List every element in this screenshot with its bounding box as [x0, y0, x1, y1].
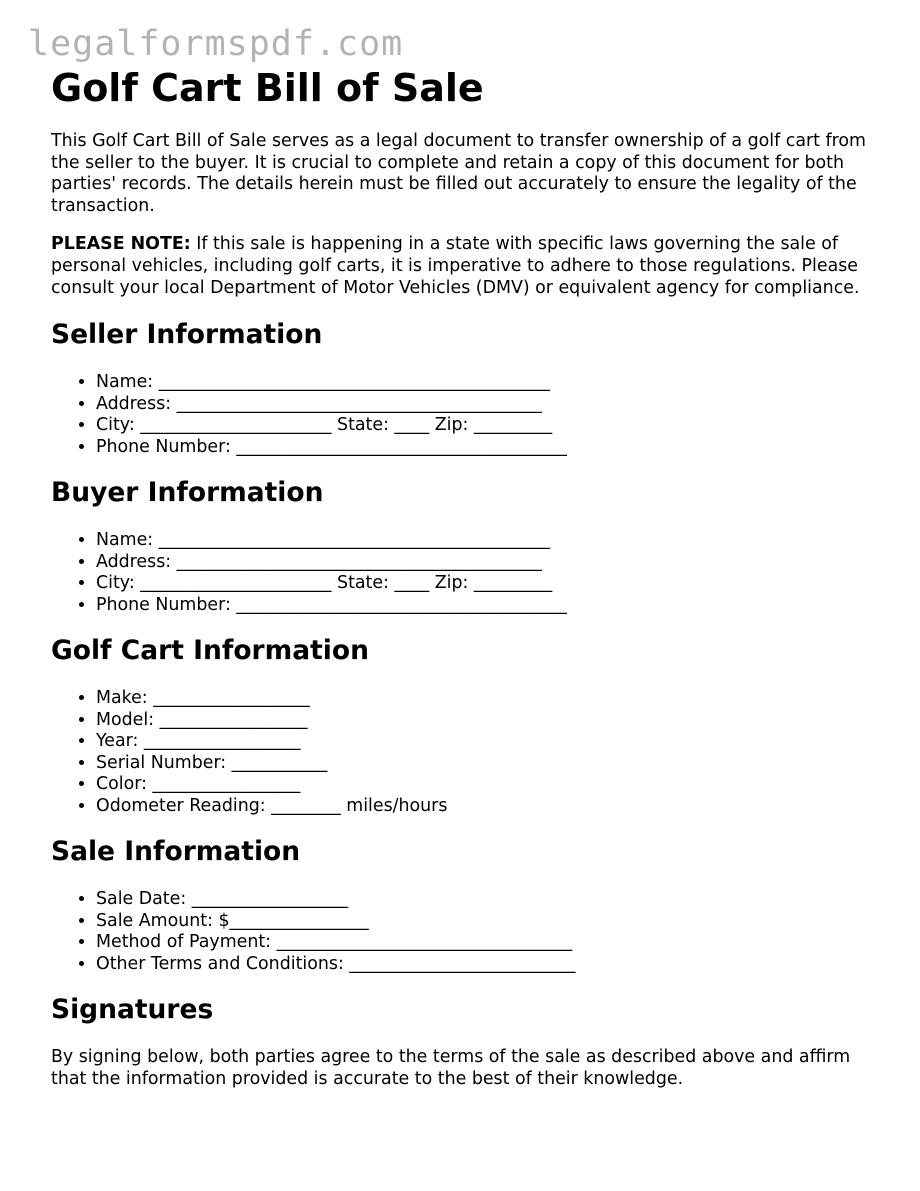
cart-make-field: • Make: __________________ [96, 688, 881, 710]
note-paragraph [51, 234, 881, 299]
sale-fields [51, 889, 881, 975]
cart-heading: Golf Cart Information [51, 635, 369, 667]
seller-address-field: • Address: __________________________________________ [96, 394, 881, 416]
cart-odometer-field: • Odometer Reading: ________ miles/hours [96, 796, 881, 818]
sale-payment-field: • Method of Payment: __________________________________ [96, 932, 881, 954]
buyer-fields [51, 530, 881, 616]
watermark: legalformspdf.com [28, 24, 404, 64]
cart-fields [51, 688, 881, 817]
cart-model-field: • Model: _________________ [96, 710, 881, 732]
seller-name-field: • Name: _____________________________________________ [96, 372, 881, 394]
seller-phone-field: • Phone Number: ______________________________________ [96, 437, 881, 459]
page-title: Golf Cart Bill of Sale [51, 66, 484, 110]
intro-paragraph: This Golf Cart Bill of Sale serves as a legal document to transfer ownership of a golf cart from the seller to the buyer. It is crucial to complete and retain a copy of this document for both parties' records. The details herein must be filled out accurately to ensure the legality of the transaction. [51, 131, 866, 216]
sale-heading: Sale Information [51, 836, 301, 868]
cart-year-field: • Year: __________________ [96, 731, 881, 753]
cart-section [51, 635, 881, 817]
note-label: PLEASE NOTE: [51, 234, 191, 255]
document-page [51, 66, 881, 1090]
buyer-phone-field: • Phone Number: ______________________________________ [96, 595, 881, 617]
signatures-section [51, 994, 881, 1090]
buyer-section [51, 477, 881, 616]
buyer-address-field: • Address: __________________________________________ [96, 552, 881, 574]
signatures-heading: Signatures [51, 994, 214, 1026]
seller-city-field: • City: ______________________ State: ____ Zip: _________ [96, 415, 881, 437]
seller-heading: Seller Information [51, 319, 323, 351]
sale-amount-field: • Sale Amount: $________________ [96, 911, 881, 933]
seller-section [51, 319, 881, 458]
note-text: If this sale is happening in a state with specific laws governing the sale of personal vehicles, including golf carts, it is imperative to adhere to those regulations. Please consult your local Department of Motor Vehicles (DMV) or equivalent agency for compliance. [51, 234, 860, 298]
buyer-name-field: • Name: _____________________________________________ [96, 530, 881, 552]
sale-terms-field: • Other Terms and Conditions: __________________________ [96, 954, 881, 976]
buyer-heading: Buyer Information [51, 477, 324, 509]
sale-date-field: • Sale Date: __________________ [96, 889, 881, 911]
cart-color-field: • Color: _________________ [96, 774, 881, 796]
seller-fields [51, 372, 881, 458]
cart-serial-field: • Serial Number: ___________ [96, 753, 881, 775]
buyer-city-field: • City: ______________________ State: ____ Zip: _________ [96, 573, 881, 595]
sale-section [51, 836, 881, 975]
signatures-paragraph: By signing below, both parties agree to the terms of the sale as described above and affirm that the information provided is accurate to the best of their knowledge. [51, 1047, 851, 1089]
